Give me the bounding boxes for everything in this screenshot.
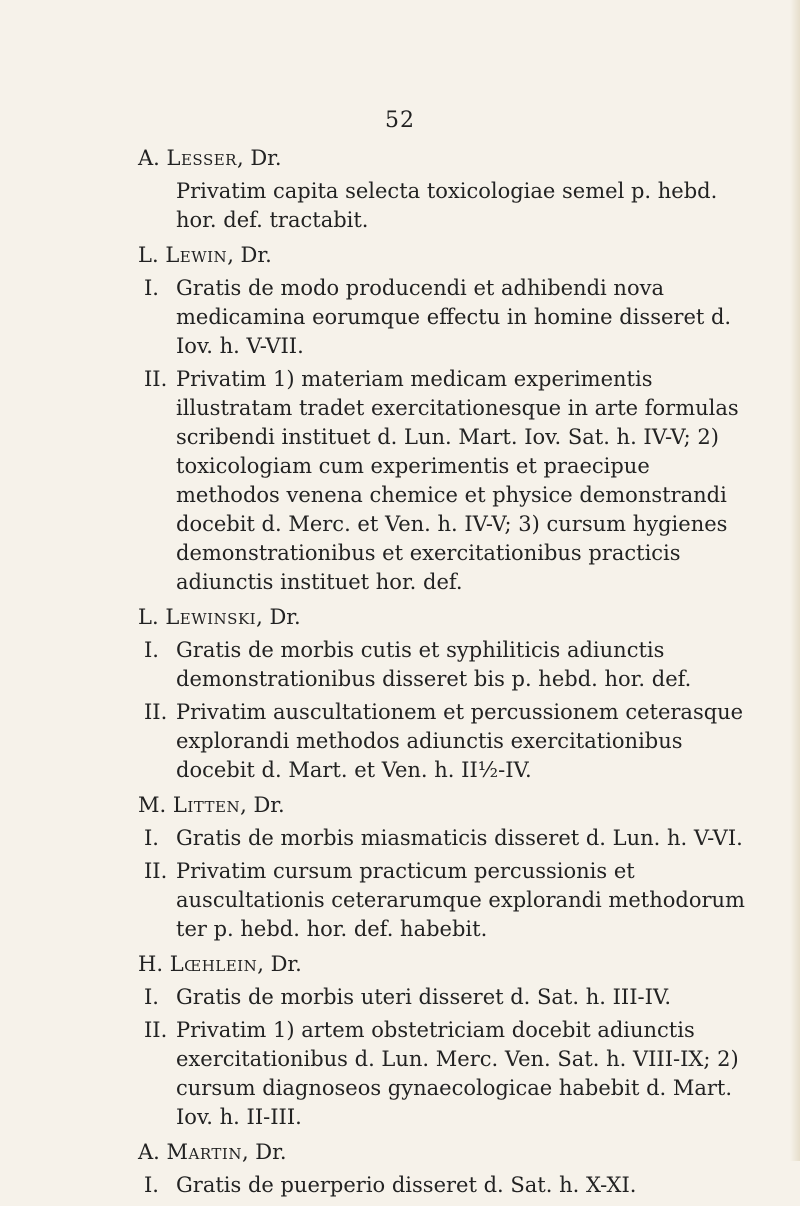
lecture-item [138, 274, 758, 361]
item-number: I. [144, 985, 159, 1009]
item-number: II. [144, 859, 168, 883]
lecturer-entry [138, 144, 758, 235]
lecturer-entry [138, 603, 758, 785]
lecturer-heading [138, 950, 758, 979]
lecturer-heading [138, 241, 758, 270]
lecture-item [138, 857, 758, 944]
lecturer-title: , Dr. [241, 1140, 287, 1164]
lecturer-heading [138, 1138, 758, 1167]
item-text: Gratis de morbis cutis et syphiliticis adiunctis demonstrationibus disseret bis p. hebd. hor. def. [176, 638, 692, 691]
lecturer-initial: L. [138, 605, 159, 629]
item-text: Privatim cursum practicum percussionis et auscultationis ceterarumque explorandi methodorum ter p. hebd. hor. def. habebit. [176, 859, 745, 941]
lecturer-heading [138, 791, 758, 820]
lecturer-name: Lesser [166, 146, 237, 170]
lecture-item [138, 365, 758, 597]
lecturer-name: Lœhlein [169, 952, 258, 976]
item-text: Privatim 1) artem obstetriciam docebit adiunctis exercitationibus d. Lun. Merc. Ven. Sat. h. VIII-IX; 2) cursum diagnoseos gynaecologicae habebit d. Mart. Iov. h. II-III. [176, 1018, 739, 1129]
lecturer-name: Martin [166, 1140, 242, 1164]
lecturer-title: , Dr. [236, 146, 282, 170]
lecturer-name: Litten [172, 793, 241, 817]
lecture-item [138, 1171, 758, 1200]
lecturer-initial: H. [138, 952, 163, 976]
page-edge-shadow [790, 0, 800, 1161]
lecture-item [138, 824, 758, 853]
lecture-item [138, 983, 758, 1012]
lecturer-title: , Dr. [240, 793, 285, 817]
item-number: I. [144, 1173, 159, 1197]
lecturer-entry [138, 1138, 758, 1200]
lecturer-initial: M. [138, 793, 167, 817]
lecturer-entry [138, 950, 758, 1132]
item-text: Gratis de morbis miasmaticis disseret d. Lun. h. V-VI. [176, 826, 743, 850]
lecturer-title: , Dr. [256, 605, 301, 629]
page-number: 52 [385, 108, 415, 133]
lecturer-heading [138, 603, 758, 632]
lecture-item [138, 1016, 758, 1132]
lecturer-name: Lewin [165, 243, 228, 267]
item-number: I. [144, 826, 159, 850]
item-text: Gratis de puerperio disseret d. Sat. h. X-XI. [176, 1173, 637, 1197]
lecturer-initial: A. [138, 146, 160, 170]
item-number: I. [144, 638, 159, 662]
lecturer-title: , Dr. [257, 952, 302, 976]
item-text: Gratis de morbis uteri disseret d. Sat. h. III-IV. [176, 985, 672, 1009]
lecture-item [138, 698, 758, 785]
lecturer-title: , Dr. [227, 243, 272, 267]
item-number: II. [144, 700, 168, 724]
item-text: Privatim auscultationem et percussionem ceterasque explorandi methodos adiunctis exercitationibus docebit d. Mart. et Ven. h. II½-IV. [176, 700, 744, 782]
lecturer-entry [138, 241, 758, 597]
item-number: I. [144, 276, 159, 300]
lecturer-initial: A. [138, 1140, 160, 1164]
item-text: Privatim 1) materiam medicam experimentis illustratam tradet exercitationesque in arte formulas scribendi instituet d. Lun. Mart. Iov. Sat. h. IV-V; 2) toxicologiam cum experimentis et praecipue methodos venena chemice et physice demonstrandi docebit d. Merc. et Ven. h. IV-V; 3) cursum hygienes demonstrationibus et exercitationibus practicis adiunctis instituet hor. def. [176, 367, 739, 594]
lecture-list [138, 140, 758, 1206]
item-text: Gratis de modo producendi et adhibendi nova medicamina eorumque effectu in homine disseret d. Iov. h. V-VII. [176, 276, 732, 358]
lecture-description: Privatim capita selecta toxicologiae semel p. hebd. hor. def. tractabit. [176, 179, 718, 232]
item-number: II. [144, 367, 168, 391]
lecturer-heading [138, 144, 758, 173]
lecturer-name: Lewinski [165, 605, 257, 629]
lecturer-initial: L. [138, 243, 159, 267]
lecture-item [138, 636, 758, 694]
item-number: II. [144, 1018, 168, 1042]
lecturer-entry [138, 791, 758, 944]
